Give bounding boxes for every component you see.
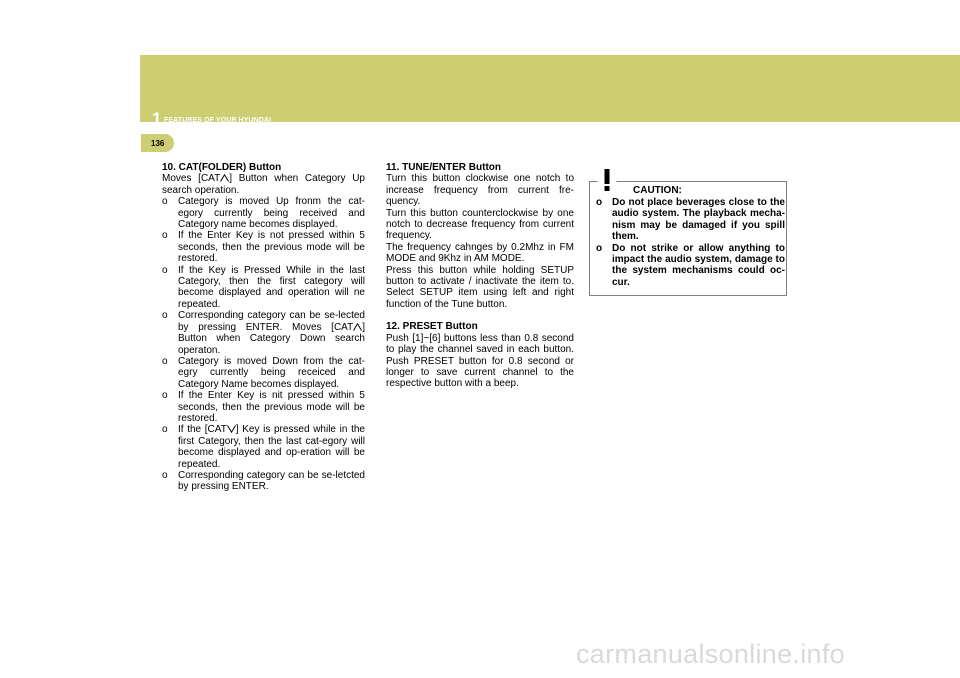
bullet-text: Category is moved Up fronm the cat-egory currently being received and Category name becomes displayed. (178, 196, 365, 231)
bullet-text-after: ] Key is pressed while in the first Category, then the last cat-egory will become displayed and op-eration will be repeated. (178, 424, 365, 470)
bullet-text: If the Enter Key is nit pressed within 5 seconds, then the previous mode will be restored. (178, 390, 365, 424)
chapter-title: FEATURES OF YOUR HYUNDAI (164, 117, 272, 124)
bullet-item (162, 230, 365, 264)
section-tune-preset (386, 162, 574, 390)
section-heading: 10. CAT(FOLDER) Button (162, 162, 282, 173)
bullet-item (162, 265, 365, 311)
bullet-marker: o (162, 424, 168, 436)
watermark: carmanualsonline.info (576, 639, 845, 669)
bullet-item (162, 356, 365, 390)
caution-list (596, 197, 785, 288)
bullet-marker: o (162, 264, 168, 276)
bullet-text: Corresponding category can be se-lected by pressing ENTER. Moves [CAT (178, 310, 365, 333)
caution-text: Do not strike or allow anything to impact the audio system, damage to the system mechanisms could oc-cur. (612, 242, 785, 288)
bullet-marker: o (162, 230, 168, 242)
bullet-item (162, 390, 365, 424)
chapter-number: 1 (152, 109, 162, 128)
bullet-marker: o (596, 197, 603, 208)
caution-item (596, 197, 785, 243)
caution-text: Do not place beverages close to the audio system. The playback mecha-nism may be damaged if you spill them. (612, 197, 785, 243)
bullet-text: If the Key is Pressed While in the last Category, then the first category will become displayed and operation will ne repeated. (178, 264, 365, 310)
bullet-text-after: ] Button when Category Down search operaton. (178, 321, 365, 356)
bullet-marker: o (162, 196, 168, 208)
tune-enter-text (386, 173, 574, 310)
paragraph: Turn this button clockwise one notch to increase frequency from current fre-quency. (386, 173, 574, 208)
paragraph: Push [1]~[6] buttons less than 0.8 second to play the channel saved in each button. Push PRESET button for 0.8 second or longer to save current channel to the respective button with a beep. (386, 332, 574, 390)
bullet-text: Corresponding category can be se-letcted by pressing ENTER. (178, 469, 365, 493)
bullet-item (162, 310, 365, 356)
cat-up-icon (353, 323, 362, 331)
preset-heading: 12. PRESET Button (386, 321, 478, 333)
section-cat-folder (162, 162, 365, 493)
bullet-list (162, 196, 365, 493)
cat-down-icon (227, 425, 236, 433)
section-intro (162, 173, 365, 196)
header-band (140, 55, 960, 122)
page-number: 136 (151, 139, 165, 148)
paragraph: Press this button while holding SETUP button to activate / inactivate the item to. Select SETUP item using left and right function of the Tune button. (386, 264, 574, 310)
warning-triangle-icon (590, 163, 624, 195)
paragraph: Turn this button counterclockwise by one notch to decrease frequency from current frequency. (386, 207, 574, 242)
bullet-text: If the Enter Key is not pressed within 5 seconds, then the previous mode will be restored. (178, 230, 365, 265)
caution-item (596, 243, 785, 289)
bullet-item (162, 424, 365, 470)
bullet-marker: o (162, 355, 168, 367)
tune-enter-heading: 11. TUNE/ENTER Button (386, 162, 502, 173)
bullet-item (162, 470, 365, 493)
bullet-marker: o (162, 469, 168, 481)
bullet-marker: o (596, 242, 603, 254)
bullet-item (162, 196, 365, 230)
bullet-marker: o (162, 310, 168, 322)
bullet-text: If the [CAT (178, 424, 227, 436)
caution-title: CAUTION: (633, 185, 682, 196)
paragraph: The frequency cahnges by 0.2Mhz in FM MODE and 9Khz in AM MODE. (386, 241, 574, 265)
bullet-text: Category is moved Down from the cat-egry currently being receiced and Category Name becomes displayed. (178, 355, 365, 390)
cat-up-icon (220, 174, 229, 182)
intro-text-before: Moves [CAT (162, 173, 221, 185)
bullet-marker: o (162, 390, 168, 402)
intro-text-after: ] Button when Category Up search operation. (162, 173, 365, 196)
preset-text (386, 333, 574, 390)
